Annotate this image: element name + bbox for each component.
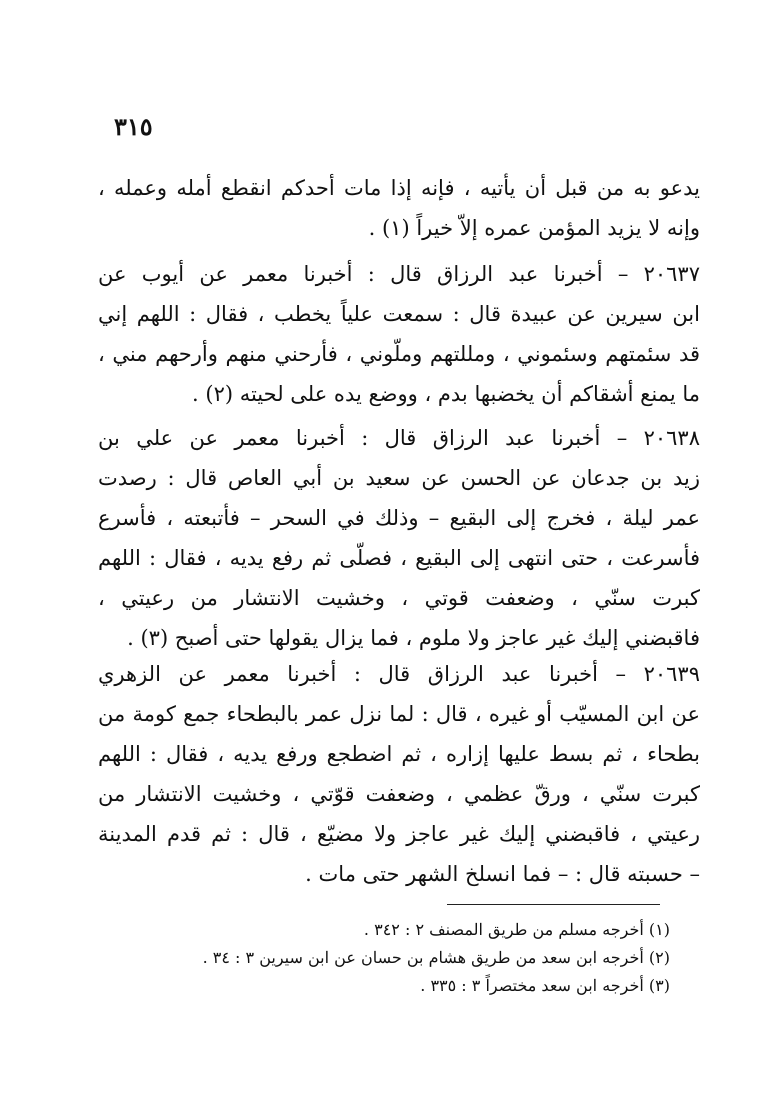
text-line: ٢٠٦٣٨ – أخبرنا عبد الرزاق قال : أخبرنا معمر عن علي بن (98, 426, 700, 450)
text-line: ٢٠٦٣٩ – أخبرنا عبد الرزاق قال : أخبرنا معمر عن الزهري (98, 662, 700, 686)
text-line: ابن سيرين عن عبيدة قال : سمعت علياً يخطب ، فقال : اللهم إني (98, 302, 700, 326)
footnote-1: (١) أخرجه مسلم من طريق المصنف ٢ : ٣٤٢ . (363, 920, 670, 939)
text-line: كبرت سنّي ، ورقّ عظمي ، وضعفت قوّتي ، وخشيت الانتشار من (98, 782, 700, 806)
text-line: رعيتي ، فاقبضني إليك غير عاجز ولا مضيّع ، قال : ثم قدم المدينة (98, 822, 700, 846)
text-line: بطحاء ، ثم بسط عليها إزاره ، ثم اضطجع ورفع يديه ، فقال : اللهم (98, 742, 700, 766)
intro-paragraph (98, 168, 700, 248)
text-line: فأسرعت ، حتى انتهى إلى البقيع ، فصلّى ثم رفع يديه ، فقال : اللهم (98, 546, 700, 570)
text-line: ما يمنع أشقاكم أن يخضبها بدم ، ووضع يده على لحيته (٢) . (192, 382, 700, 406)
footnote-3: (٣) أخرجه ابن سعد مختصراً ٣ : ٣٣٥ . (420, 976, 670, 995)
text-line: كبرت سنّي ، وضعفت قوتي ، وخشيت الانتشار من رعيتي ، (98, 586, 700, 610)
text-line: فاقبضني إليك غير عاجز ولا ملوم ، فما يزال يقولها حتى أصبح (٣) . (127, 626, 700, 650)
page-number: ٣١٥ (114, 112, 153, 141)
text-line: عمر ليلة ، فخرج إلى البقيع – وذلك في السحر – فأتبعته ، فأسرع (98, 506, 700, 530)
text-line: عن ابن المسيّب أو غيره ، قال : لما نزل عمر بالبطحاء جمع كومة من (98, 702, 700, 726)
text-line: – حسبته قال : – فما انسلخ الشهر حتى مات . (305, 862, 700, 886)
text-line: ٢٠٦٣٧ – أخبرنا عبد الرزاق قال : أخبرنا معمر عن أيوب عن (98, 262, 700, 286)
hadith-entry-20639 (98, 654, 700, 894)
footnote-2: (٢) أخرجه ابن سعد من طريق هشام بن حسان عن ابن سيرين ٣ : ٣٤ . (202, 948, 670, 967)
text-line: قد سئمتهم وسئموني ، ومللتهم وملّوني ، فأرحني منهم وأرحهم مني ، (98, 342, 700, 366)
text-line: يدعو به من قبل أن يأتيه ، فإنه إذا مات أحدكم انقطع أمله وعمله ، (98, 176, 700, 200)
footnotes (170, 916, 670, 1000)
text-line: وإنه لا يزيد المؤمن عمره إلاّ خيراً (١) . (368, 216, 700, 240)
hadith-entry-20638 (98, 418, 700, 658)
footnote-divider (447, 904, 660, 905)
text-line: زيد بن جدعان عن الحسن عن سعيد بن أبي العاص قال : رصدت (98, 466, 700, 490)
hadith-entry-20637 (98, 254, 700, 414)
